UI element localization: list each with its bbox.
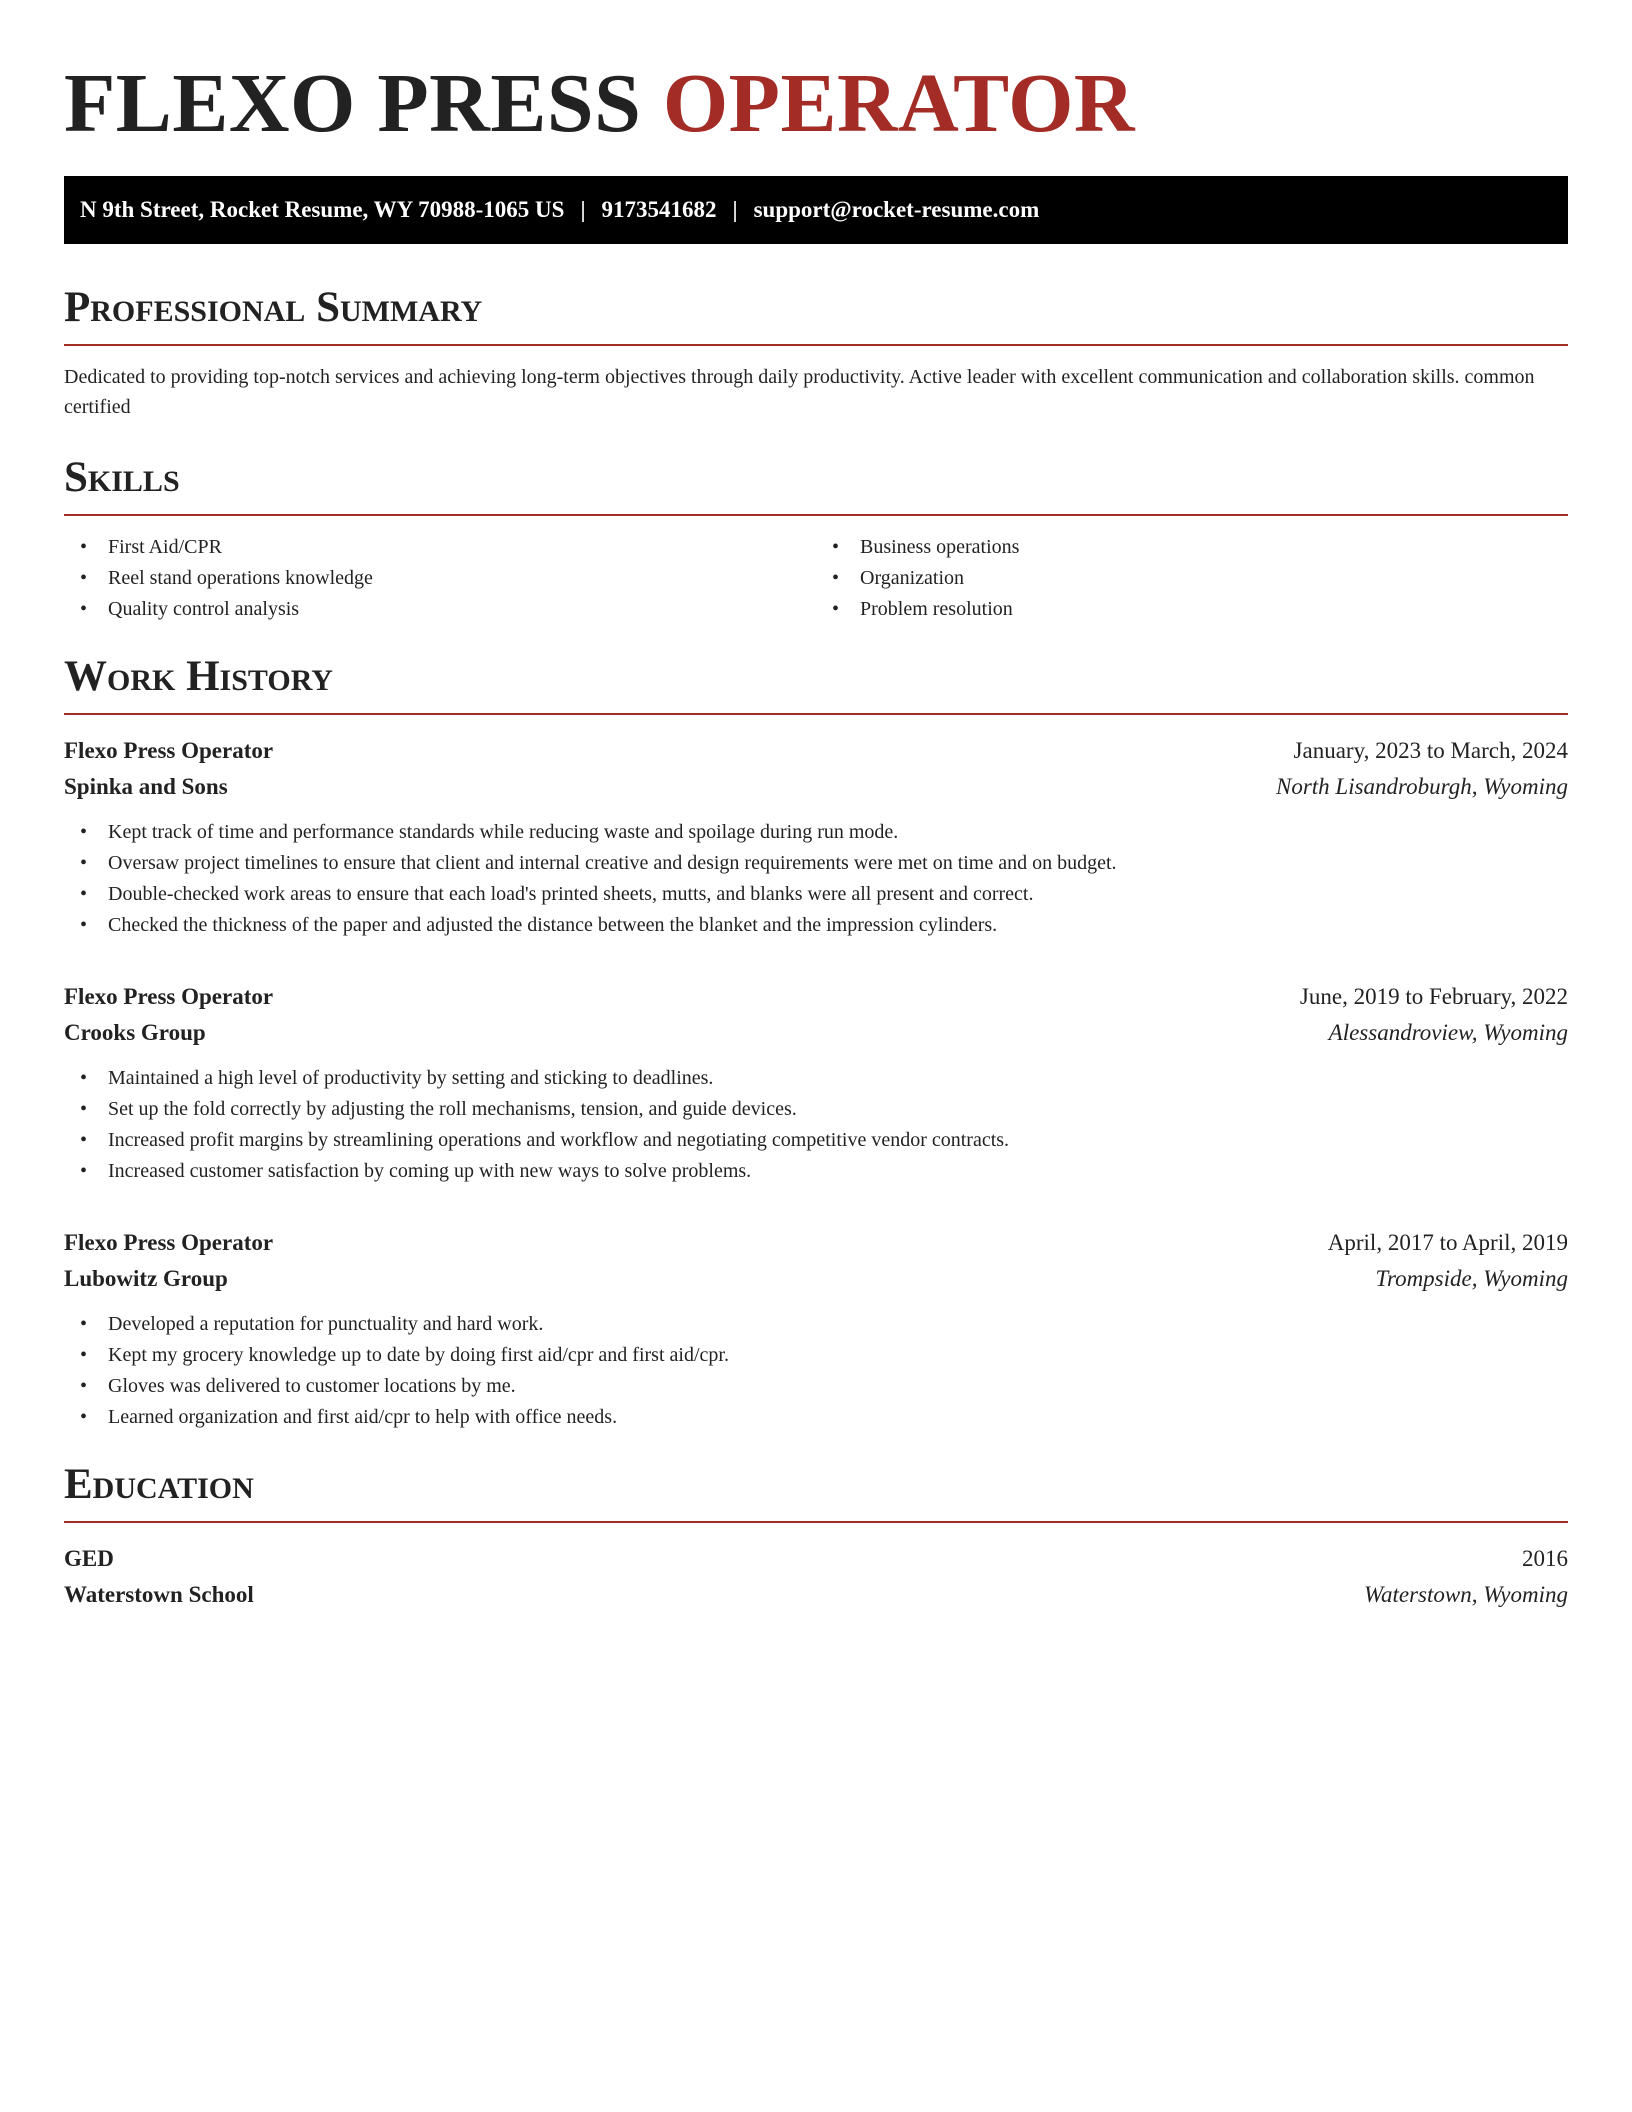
job-bullet: • Oversaw project timelines to ensure that client and internal creative and design requirements were met on time and on budget. xyxy=(64,848,1568,879)
job-bullets xyxy=(64,1063,1568,1187)
contact-bar xyxy=(64,176,1568,244)
contact-phone: 9173541682 xyxy=(601,197,717,222)
job-title: Flexo Press Operator xyxy=(64,1230,274,1255)
summary-text: Dedicated to providing top-notch services and achieving long-term objectives through daily productivity. Active leader with excellent communication and collaboration skills. common certified xyxy=(64,366,1535,418)
education-entry xyxy=(64,1541,1568,1613)
job-dates: June, 2019 to February, 2022 xyxy=(1299,984,1568,1009)
contact-email: support@rocket-resume.com xyxy=(753,197,1040,222)
skills-grid xyxy=(64,532,1568,625)
work-history-heading: Work History xyxy=(64,651,1568,715)
job-bullet: • Increased customer satisfaction by coming up with new ways to solve problems. xyxy=(64,1156,1568,1187)
skills-heading: Skills xyxy=(64,452,1568,516)
job-title: Flexo Press Operator xyxy=(64,738,274,763)
skill-item: • Problem resolution xyxy=(816,594,1568,625)
job-bullet: • Increased profit margins by streamlining operations and workflow and negotiating competitive vendor contracts. xyxy=(64,1125,1568,1156)
contact-separator: | xyxy=(580,197,586,222)
title-first: FLEXO PRESS xyxy=(64,57,642,150)
skill-item: • First Aid/CPR xyxy=(64,532,816,563)
education-heading: Education xyxy=(64,1459,1568,1523)
job-entry xyxy=(64,1225,1568,1433)
job-entry xyxy=(64,733,1568,941)
job-bullet: • Gloves was delivered to customer locations by me. xyxy=(64,1371,1568,1402)
job-dates: April, 2017 to April, 2019 xyxy=(1327,1230,1568,1255)
education-location: Waterstown, Wyoming xyxy=(1363,1582,1568,1607)
resume-title xyxy=(64,52,1568,156)
job-location: Trompside, Wyoming xyxy=(1375,1266,1568,1291)
education-degree: GED xyxy=(64,1546,114,1571)
summary-heading: Professional Summary xyxy=(64,282,1568,346)
education-section xyxy=(64,1459,1568,1613)
education-school: Waterstown School xyxy=(64,1582,254,1607)
job-bullet: • Kept track of time and performance standards while reducing waste and spoilage during run mode. xyxy=(64,817,1568,848)
contact-separator: | xyxy=(732,197,738,222)
job-company: Lubowitz Group xyxy=(64,1266,228,1291)
title-accent: OPERATOR xyxy=(662,57,1136,150)
education-year: 2016 xyxy=(1522,1546,1568,1571)
job-bullet: • Developed a reputation for punctuality and hard work. xyxy=(64,1309,1568,1340)
job-bullet: • Kept my grocery knowledge up to date by doing first aid/cpr and first aid/cpr. xyxy=(64,1340,1568,1371)
skills-column-left xyxy=(64,532,816,625)
skill-item: • Quality control analysis xyxy=(64,594,816,625)
job-bullet: • Learned organization and first aid/cpr to help with office needs. xyxy=(64,1402,1568,1433)
job-bullet: • Maintained a high level of productivity by setting and sticking to deadlines. xyxy=(64,1063,1568,1094)
skills-section xyxy=(64,452,1568,625)
job-bullet: • Double-checked work areas to ensure that each load's printed sheets, mutts, and blanks were all present and correct. xyxy=(64,879,1568,910)
skill-item: • Business operations xyxy=(816,532,1568,563)
job-dates: January, 2023 to March, 2024 xyxy=(1293,738,1568,763)
job-bullets xyxy=(64,1309,1568,1433)
summary-section xyxy=(64,282,1568,422)
skill-item: • Reel stand operations knowledge xyxy=(64,563,816,594)
skill-item: • Organization xyxy=(816,563,1568,594)
contact-address: N 9th Street, Rocket Resume, WY 70988-1065 US xyxy=(80,197,565,222)
job-location: Alessandroview, Wyoming xyxy=(1328,1020,1568,1045)
job-location: North Lisandroburgh, Wyoming xyxy=(1275,774,1568,799)
work-history-section xyxy=(64,651,1568,1433)
job-title: Flexo Press Operator xyxy=(64,984,274,1009)
job-company: Spinka and Sons xyxy=(64,774,228,799)
job-bullet: • Checked the thickness of the paper and adjusted the distance between the blanket and the impression cylinders. xyxy=(64,910,1568,941)
job-bullets xyxy=(64,817,1568,941)
job-company: Crooks Group xyxy=(64,1020,206,1045)
job-entry xyxy=(64,979,1568,1187)
job-bullet: • Set up the fold correctly by adjusting the roll mechanisms, tension, and guide devices. xyxy=(64,1094,1568,1125)
skills-column-right xyxy=(816,532,1568,625)
